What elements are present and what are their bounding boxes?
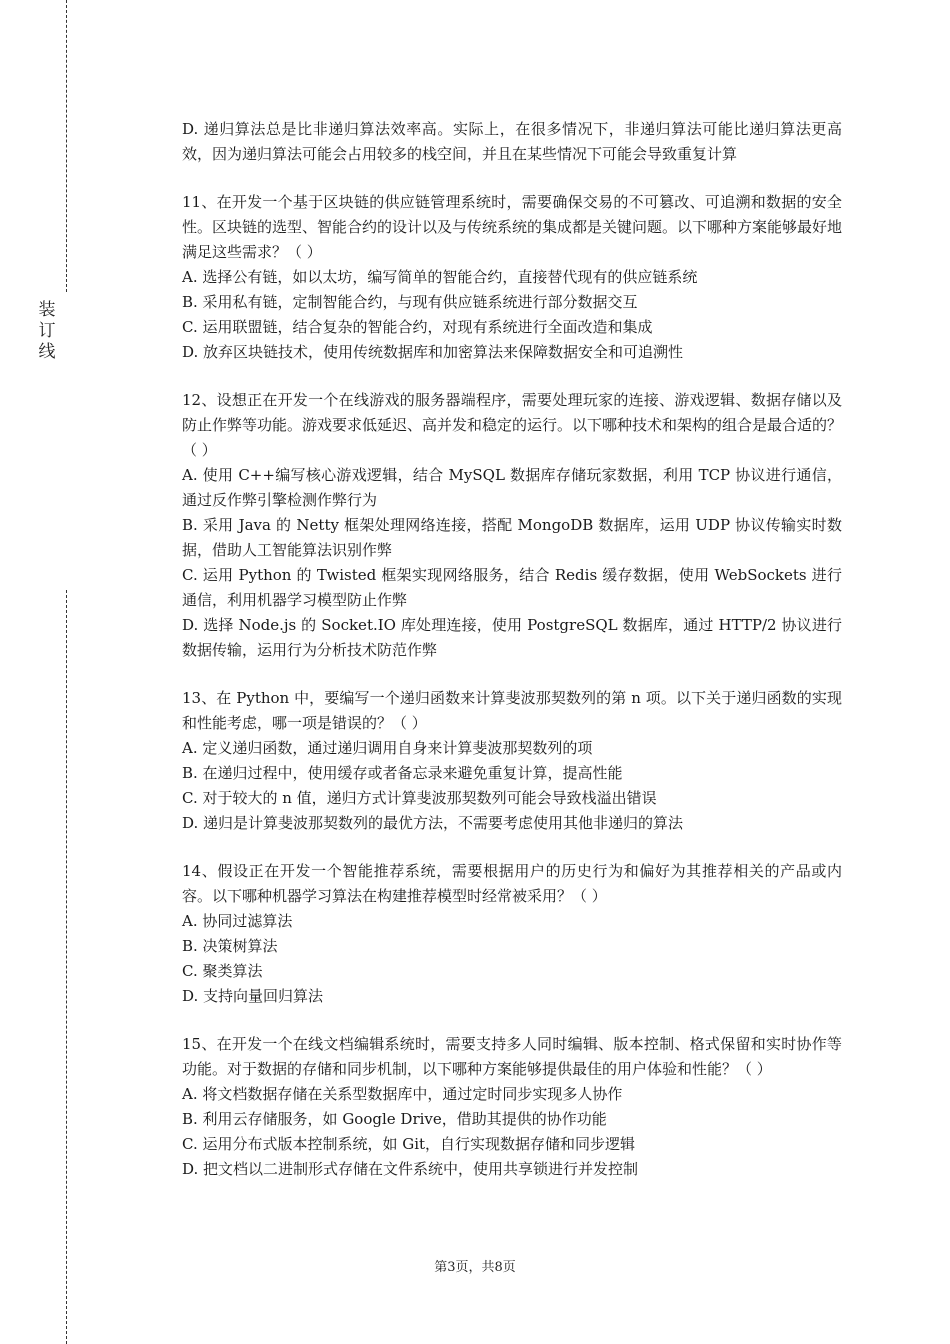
question-11 — [182, 190, 842, 365]
option-d: D. 把文档以二进制形式存储在文件系统中，使用共享锁进行并发控制 — [182, 1160, 639, 1178]
question-stem: 15、在开发一个在线文档编辑系统时，需要支持多人同时编辑、版本控制、格式保留和实时协作等功能。对于数据的存储和同步机制，以下哪种方案能够提供最佳的用户体验和性能？（ ） — [182, 1035, 842, 1078]
option-d: D. 递归是计算斐波那契数列的最优方法，不需要考虑使用其他非递归的算法 — [182, 814, 684, 832]
option-a: A. 选择公有链，如以太坊，编写简单的智能合约，直接替代现有的供应链系统 — [182, 268, 698, 286]
carryover-option: D. 递归算法总是比非递归算法效率高。实际上，在很多情况下，非递归算法可能比递归算法更高效，因为递归算法可能会占用较多的栈空间，并且在某些情况下可能会导致重复计算 — [182, 120, 842, 163]
question-stem: 13、在 Python 中，要编写一个递归函数来计算斐波那契数列的第 n 项。以下关于递归函数的实现和性能考虑，哪一项是错误的？（ ） — [182, 689, 842, 732]
option-d: D. 支持向量回归算法 — [182, 987, 324, 1005]
question-13 — [182, 686, 842, 836]
option-b: B. 采用 Java 的 Netty 框架处理网络连接，搭配 MongoDB 数据库，运用 UDP 协议传输实时数据，借助人工智能算法识别作弊 — [182, 516, 842, 559]
option-b: B. 在递归过程中，使用缓存或者备忘录来避免重复计算，提高性能 — [182, 764, 623, 782]
question-stem: 14、假设正在开发一个智能推荐系统，需要根据用户的历史行为和偏好为其推荐相关的产品或内容。以下哪种机器学习算法在构建推荐模型时经常被采用？（ ） — [182, 862, 842, 905]
option-d: D. 选择 Node.js 的 Socket.IO 库处理连接，使用 PostgreSQL 数据库，通过 HTTP/2 协议进行数据传输，运用行为分析技术防范作弊 — [182, 616, 842, 659]
question-stem: 11、在开发一个基于区块链的供应链管理系统时，需要确保交易的不可篡改、可追溯和数据的安全性。区块链的选型、智能合约的设计以及与传统系统的集成都是关键问题。以下哪种方案能够最好地满足这些需求？（ ） — [182, 193, 843, 261]
binding-char: 订 — [38, 321, 56, 341]
option-a: A. 定义递归函数，通过递归调用自身来计算斐波那契数列的项 — [182, 739, 593, 757]
binding-dashed-line-bottom — [66, 590, 67, 1344]
binding-label — [37, 300, 57, 363]
option-c: C. 运用联盟链，结合复杂的智能合约，对现有系统进行全面改造和集成 — [182, 318, 653, 336]
option-a: A. 使用 C++编写核心游戏逻辑，结合 MySQL 数据库存储玩家数据，利用 TCP 协议进行通信，通过反作弊引擎检测作弊行为 — [182, 466, 842, 509]
page-footer: 第3页，共8页 — [434, 1260, 516, 1275]
question-12 — [182, 388, 842, 663]
option-b: B. 决策树算法 — [182, 937, 278, 955]
binding-dashed-line-top — [66, 0, 67, 292]
option-c: C. 运用 Python 的 Twisted 框架实现网络服务，结合 Redis 缓存数据，使用 WebSockets 进行通信，利用机器学习模型防止作弊 — [182, 566, 842, 609]
question-stem: 12、设想正在开发一个在线游戏的服务器端程序，需要处理玩家的连接、游戏逻辑、数据存储以及防止作弊等功能。游戏要求低延迟、高并发和稳定的运行。以下哪种技术和架构的组合是最合适的？（ ） — [182, 391, 843, 459]
question-14 — [182, 859, 842, 1009]
option-a: A. 协同过滤算法 — [182, 912, 293, 930]
binding-char: 装 — [38, 300, 56, 320]
option-c: C. 运用分布式版本控制系统，如 Git，自行实现数据存储和同步逻辑 — [182, 1135, 636, 1153]
option-b: B. 利用云存储服务，如 Google Drive，借助其提供的协作功能 — [182, 1110, 607, 1128]
option-c: C. 聚类算法 — [182, 962, 263, 980]
option-b: B. 采用私有链，定制智能合约，与现有供应链系统进行部分数据交互 — [182, 293, 638, 311]
option-c: C. 对于较大的 n 值，递归方式计算斐波那契数列可能会导致栈溢出错误 — [182, 789, 657, 807]
page-content — [182, 117, 842, 1182]
option-a: A. 将文档数据存储在关系型数据库中，通过定时同步实现多人协作 — [182, 1085, 623, 1103]
binding-char: 线 — [38, 342, 56, 362]
question-15 — [182, 1032, 842, 1182]
option-d: D. 放弃区块链技术，使用传统数据库和加密算法来保障数据安全和可追溯性 — [182, 343, 684, 361]
